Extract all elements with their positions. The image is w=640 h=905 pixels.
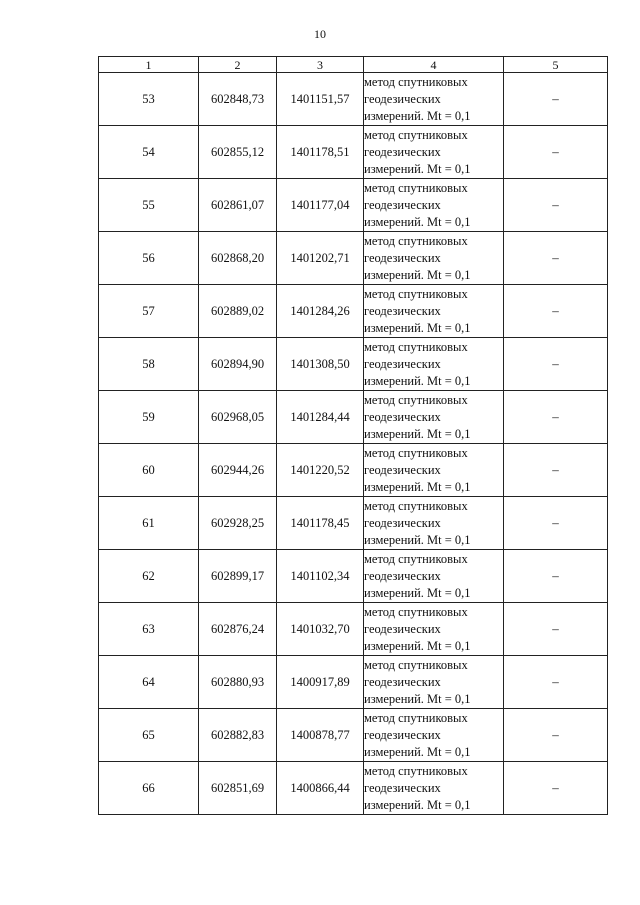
point-number-cell: 55: [99, 179, 199, 232]
point-number-cell: 57: [99, 285, 199, 338]
table-row: [99, 338, 608, 391]
point-number-cell: 60: [99, 444, 199, 497]
method-line-3: измерений. Mt = 0,1: [364, 479, 471, 494]
method-line-2: геодезических: [364, 91, 441, 106]
table-row: [99, 550, 608, 603]
y-coordinate-cell: 1401284,44: [277, 391, 364, 444]
method-line-3: измерений. Mt = 0,1: [364, 744, 471, 759]
table-body: [99, 73, 608, 815]
x-coordinate-cell: 602894,90: [199, 338, 277, 391]
method-cell: [364, 285, 504, 338]
method-cell: [364, 709, 504, 762]
table-row: [99, 73, 608, 126]
method-line-1: метод спутниковых: [364, 339, 468, 354]
table-row: [99, 762, 608, 815]
method-line-1: метод спутниковых: [364, 710, 468, 725]
y-coordinate-cell: 1401202,71: [277, 232, 364, 285]
point-number-cell: 58: [99, 338, 199, 391]
table-row: [99, 497, 608, 550]
method-line-1: метод спутниковых: [364, 551, 468, 566]
error-description-cell: –: [504, 762, 608, 815]
method-cell: [364, 656, 504, 709]
method-line-3: измерений. Mt = 0,1: [364, 108, 471, 123]
point-number-cell: 61: [99, 497, 199, 550]
y-coordinate-cell: 1401102,34: [277, 550, 364, 603]
coordinates-table: [98, 56, 608, 815]
method-line-2: геодезических: [364, 144, 441, 159]
method-line-1: метод спутниковых: [364, 286, 468, 301]
table-row: [99, 444, 608, 497]
error-description-cell: –: [504, 444, 608, 497]
table-row: [99, 126, 608, 179]
method-line-1: метод спутниковых: [364, 763, 468, 778]
method-line-1: метод спутниковых: [364, 657, 468, 672]
method-line-3: измерений. Mt = 0,1: [364, 426, 471, 441]
method-line-3: измерений. Mt = 0,1: [364, 585, 471, 600]
x-coordinate-cell: 602861,07: [199, 179, 277, 232]
y-coordinate-cell: 1401032,70: [277, 603, 364, 656]
y-coordinate-cell: 1401308,50: [277, 338, 364, 391]
error-description-cell: –: [504, 73, 608, 126]
point-number-cell: 56: [99, 232, 199, 285]
method-cell: [364, 338, 504, 391]
point-number-cell: 59: [99, 391, 199, 444]
method-line-2: геодезических: [364, 727, 441, 742]
method-line-2: геодезических: [364, 462, 441, 477]
error-description-cell: –: [504, 497, 608, 550]
method-cell: [364, 232, 504, 285]
x-coordinate-cell: 602868,20: [199, 232, 277, 285]
header-col-3: 3: [277, 57, 364, 73]
table-row: [99, 232, 608, 285]
x-coordinate-cell: 602880,93: [199, 656, 277, 709]
method-line-2: геодезических: [364, 303, 441, 318]
method-line-2: геодезических: [364, 780, 441, 795]
x-coordinate-cell: 602855,12: [199, 126, 277, 179]
method-line-3: измерений. Mt = 0,1: [364, 320, 471, 335]
error-description-cell: –: [504, 709, 608, 762]
y-coordinate-cell: 1400866,44: [277, 762, 364, 815]
header-row: [99, 57, 608, 73]
point-number-cell: 62: [99, 550, 199, 603]
method-cell: [364, 391, 504, 444]
method-line-3: измерений. Mt = 0,1: [364, 267, 471, 282]
x-coordinate-cell: 602944,26: [199, 444, 277, 497]
error-description-cell: –: [504, 232, 608, 285]
method-line-2: геодезических: [364, 197, 441, 212]
method-line-3: измерений. Mt = 0,1: [364, 214, 471, 229]
x-coordinate-cell: 602851,69: [199, 762, 277, 815]
method-line-2: геодезических: [364, 356, 441, 371]
header-col-4: 4: [364, 57, 504, 73]
method-cell: [364, 762, 504, 815]
method-line-1: метод спутниковых: [364, 392, 468, 407]
method-line-2: геодезических: [364, 515, 441, 530]
x-coordinate-cell: 602848,73: [199, 73, 277, 126]
x-coordinate-cell: 602882,83: [199, 709, 277, 762]
error-description-cell: –: [504, 338, 608, 391]
error-description-cell: –: [504, 126, 608, 179]
table-row: [99, 391, 608, 444]
y-coordinate-cell: 1401151,57: [277, 73, 364, 126]
method-cell: [364, 444, 504, 497]
point-number-cell: 65: [99, 709, 199, 762]
method-line-1: метод спутниковых: [364, 445, 468, 460]
error-description-cell: –: [504, 550, 608, 603]
x-coordinate-cell: 602889,02: [199, 285, 277, 338]
table-header: [99, 57, 608, 73]
point-number-cell: 53: [99, 73, 199, 126]
method-line-2: геодезических: [364, 568, 441, 583]
method-line-3: измерений. Mt = 0,1: [364, 638, 471, 653]
point-number-cell: 66: [99, 762, 199, 815]
y-coordinate-cell: 1400917,89: [277, 656, 364, 709]
method-line-3: измерений. Mt = 0,1: [364, 373, 471, 388]
table-row: [99, 179, 608, 232]
y-coordinate-cell: 1400878,77: [277, 709, 364, 762]
method-line-2: геодезических: [364, 250, 441, 265]
x-coordinate-cell: 602876,24: [199, 603, 277, 656]
method-line-3: измерений. Mt = 0,1: [364, 691, 471, 706]
header-col-1: 1: [99, 57, 199, 73]
method-line-1: метод спутниковых: [364, 498, 468, 513]
method-line-3: измерений. Mt = 0,1: [364, 797, 471, 812]
method-line-3: измерений. Mt = 0,1: [364, 161, 471, 176]
x-coordinate-cell: 602928,25: [199, 497, 277, 550]
table-row: [99, 603, 608, 656]
header-col-5: 5: [504, 57, 608, 73]
x-coordinate-cell: 602899,17: [199, 550, 277, 603]
table-row: [99, 709, 608, 762]
y-coordinate-cell: 1401220,52: [277, 444, 364, 497]
method-line-2: геодезических: [364, 409, 441, 424]
method-line-1: метод спутниковых: [364, 74, 468, 89]
table-row: [99, 285, 608, 338]
point-number-cell: 54: [99, 126, 199, 179]
method-line-3: измерений. Mt = 0,1: [364, 532, 471, 547]
y-coordinate-cell: 1401177,04: [277, 179, 364, 232]
error-description-cell: –: [504, 391, 608, 444]
y-coordinate-cell: 1401178,51: [277, 126, 364, 179]
point-number-cell: 63: [99, 603, 199, 656]
y-coordinate-cell: 1401178,45: [277, 497, 364, 550]
method-cell: [364, 126, 504, 179]
method-line-1: метод спутниковых: [364, 233, 468, 248]
method-cell: [364, 179, 504, 232]
error-description-cell: –: [504, 285, 608, 338]
method-cell: [364, 603, 504, 656]
y-coordinate-cell: 1401284,26: [277, 285, 364, 338]
x-coordinate-cell: 602968,05: [199, 391, 277, 444]
method-line-1: метод спутниковых: [364, 180, 468, 195]
error-description-cell: –: [504, 603, 608, 656]
point-number-cell: 64: [99, 656, 199, 709]
method-cell: [364, 550, 504, 603]
method-line-2: геодезических: [364, 674, 441, 689]
method-line-1: метод спутниковых: [364, 604, 468, 619]
method-line-1: метод спутниковых: [364, 127, 468, 142]
method-line-2: геодезических: [364, 621, 441, 636]
error-description-cell: –: [504, 656, 608, 709]
page-number: 10: [314, 27, 326, 41]
method-cell: [364, 73, 504, 126]
table-row: [99, 656, 608, 709]
header-col-2: 2: [199, 57, 277, 73]
method-cell: [364, 497, 504, 550]
error-description-cell: –: [504, 179, 608, 232]
